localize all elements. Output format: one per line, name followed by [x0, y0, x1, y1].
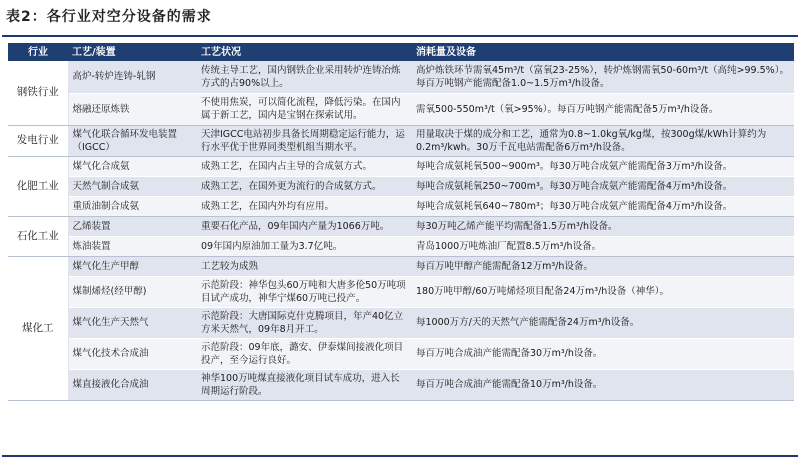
industry-cell: 钢铁行业	[8, 61, 68, 125]
status-cell: 传统主导工艺，国内钢铁企业采用转炉连铸冶炼方式的占90%以上。	[197, 61, 412, 93]
process-cell: 煤气化生产天然气	[68, 307, 197, 338]
consumption-cell: 每30万吨乙烯产能平均需配备1.5万m³/h设备。	[412, 216, 794, 236]
status-cell: 示范阶段：神华包头60万吨和大唐多伦50万吨项目试产成功，神华宁煤60万吨已投产。	[197, 276, 412, 307]
status-cell: 示范阶段：大唐国际克什克腾项目，年产40亿立方米天然气，09年8月开工。	[197, 307, 412, 338]
demand-table	[8, 43, 794, 401]
industry-cell: 化肥工业	[8, 156, 68, 216]
consumption-cell: 每百万吨合成油产能需配备30万m³/h设备。	[412, 338, 794, 369]
process-cell: 煤直接液化合成油	[68, 369, 197, 400]
process-cell: 煤气化联合循环发电装置（IGCC）	[68, 125, 197, 156]
process-cell: 天然气制合成氨	[68, 176, 197, 196]
consumption-cell: 每1000万方/天的天然气产能需配备24万m³/h设备。	[412, 307, 794, 338]
status-cell: 09年国内原油加工量为3.7亿吨。	[197, 236, 412, 256]
bottom-rule	[2, 455, 798, 457]
table-row	[8, 125, 794, 156]
table-row	[8, 93, 794, 125]
table-row	[8, 236, 794, 256]
status-cell: 成熟工艺，在国外更为流行的合成氨方式。	[197, 176, 412, 196]
status-cell: 成熟工艺，在国内占主导的合成氨方式。	[197, 156, 412, 176]
table-body	[8, 61, 794, 400]
header-row	[8, 43, 794, 61]
status-cell: 天津IGCC电站初步具备长周期稳定运行能力，运行水平优于世界同类型机组当期水平。	[197, 125, 412, 156]
process-cell: 煤气化生产甲醇	[68, 256, 197, 276]
header-process: 工艺/装置	[68, 43, 197, 61]
consumption-cell: 用量取决于煤的成分和工艺，通常为0.8~1.0kg氧/kg煤，按300g煤/kWh计算约为0.2m³/kwh。30万千瓦电站需配备6万m³/h设备。	[412, 125, 794, 156]
process-cell: 重质油制合成氨	[68, 196, 197, 216]
process-cell: 煤气化合成氨	[68, 156, 197, 176]
status-cell: 成熟工艺，在国内外均有应用。	[197, 196, 412, 216]
consumption-cell: 每百万吨合成油产能需配备10万m³/h设备。	[412, 369, 794, 400]
consumption-cell: 每百万吨甲醇产能需配备12万m³/h设备。	[412, 256, 794, 276]
table-row	[8, 369, 794, 400]
table-row	[8, 216, 794, 236]
process-cell: 炼油装置	[68, 236, 197, 256]
status-cell: 示范阶段：09年底，潞安、伊泰煤间接液化项目投产，至今运行良好。	[197, 338, 412, 369]
consumption-cell: 青岛1000万吨炼油厂配置8.5万m³/h设备。	[412, 236, 794, 256]
table-row	[8, 61, 794, 93]
process-cell: 高炉-转炉连铸-轧钢	[68, 61, 197, 93]
status-cell: 神华100万吨煤直接液化项目试车成功，进入长周期运行阶段。	[197, 369, 412, 400]
top-rule	[2, 35, 798, 37]
process-cell: 乙烯装置	[68, 216, 197, 236]
industry-cell: 发电行业	[8, 125, 68, 156]
table-row	[8, 338, 794, 369]
consumption-cell: 每吨合成氨耗氧640~780m³；每30万吨合成氨产能需配备4万m³/h设备。	[412, 196, 794, 216]
consumption-cell: 每吨合成氨耗氧500~900m³。每30万吨合成氨产能需配备3万m³/h设备。	[412, 156, 794, 176]
status-cell: 不使用焦炭，可以简化流程，降低污染。在国内属于新工艺，国内是宝钢在探索试用。	[197, 93, 412, 125]
table-row	[8, 307, 794, 338]
header-status: 工艺状况	[197, 43, 412, 61]
process-cell: 煤气化技术合成油	[68, 338, 197, 369]
consumption-cell: 每吨合成氨耗氧250~700m³。每30万吨合成氨产能需配备4万m³/h设备。	[412, 176, 794, 196]
consumption-cell: 180万吨甲醇/60万吨烯烃项目配备24万m³/h设备（神华）。	[412, 276, 794, 307]
table-title: 表2：各行业对空分设备的需求	[6, 9, 212, 25]
table-row	[8, 176, 794, 196]
process-cell: 煤制烯烃(经甲醇)	[68, 276, 197, 307]
table-row	[8, 276, 794, 307]
process-cell: 熔融还原炼铁	[68, 93, 197, 125]
table-row	[8, 196, 794, 216]
status-cell: 工艺较为成熟	[197, 256, 412, 276]
consumption-cell: 高炉炼铁环节需氧45m³/t（富氧23-25%），转炉炼钢需氧50-60m³/t（高纯>99.5%）。每百万吨钢产能需配备1.0~1.5万m³/h设备。	[412, 61, 794, 93]
industry-cell: 石化工业	[8, 216, 68, 256]
table-row	[8, 156, 794, 176]
header-industry: 行业	[8, 43, 68, 61]
header-consumption: 消耗量及设备	[412, 43, 794, 61]
status-cell: 重要石化产品，09年国内产量为1066万吨。	[197, 216, 412, 236]
industry-cell: 煤化工	[8, 256, 68, 400]
consumption-cell: 需氧500-550m³/t（氧>95%）。每百万吨钢产能需配备5万m³/h设备。	[412, 93, 794, 125]
table-row	[8, 256, 794, 276]
